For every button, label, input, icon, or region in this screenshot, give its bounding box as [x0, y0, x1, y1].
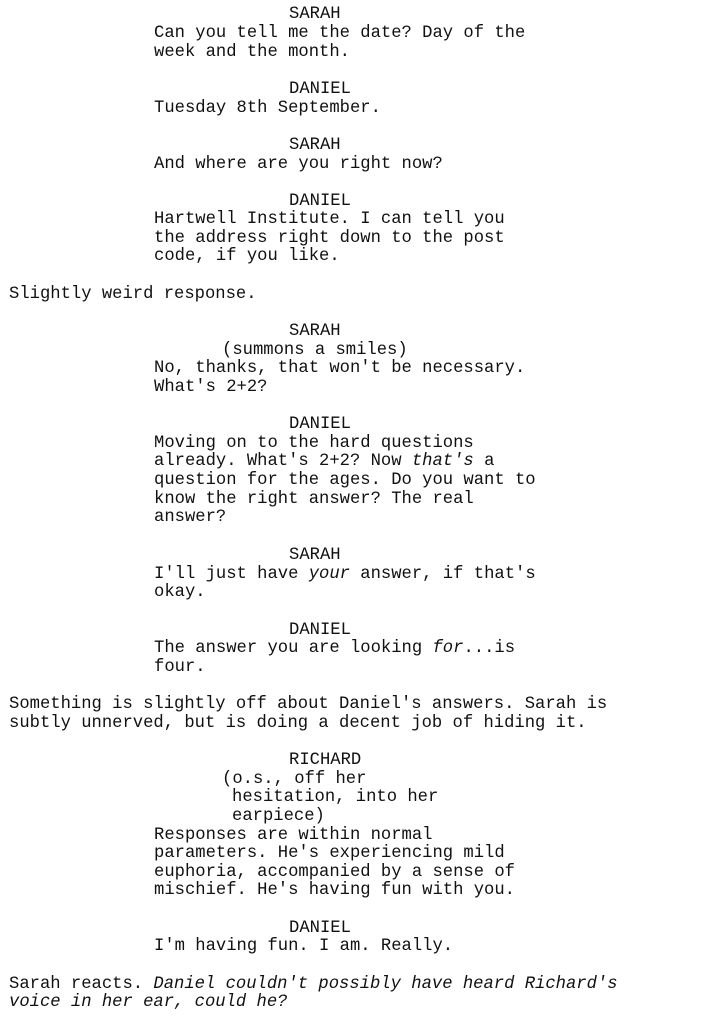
emphasis-text: Daniel couldn't possibly have heard Richard's [153, 975, 618, 994]
dialogue-line: mischief. He's having fun with you. [154, 881, 515, 900]
dialogue-line: answer? [154, 508, 227, 527]
dialogue-line: Responses are within normal [154, 826, 433, 845]
dialogue-text: a [473, 452, 495, 471]
dialogue-text: I'll just have [154, 565, 309, 584]
character-cue: SARAH [289, 5, 341, 24]
dialogue-line: parameters. He's experiencing mild [154, 844, 505, 863]
dialogue-text: answer, if that's [349, 565, 536, 584]
character-cue: DANIEL [289, 415, 351, 434]
emphasis-text: for [432, 639, 464, 658]
character-cue: SARAH [289, 136, 341, 155]
action-line [9, 976, 618, 995]
dialogue-line: No, thanks, that won't be necessary. [154, 359, 526, 378]
character-cue: DANIEL [289, 621, 351, 640]
dialogue-line: the address right down to the post [154, 229, 505, 248]
dialogue-line: Moving on to the hard questions [154, 434, 474, 453]
action-line [9, 994, 287, 1013]
character-cue: DANIEL [289, 80, 351, 99]
dialogue-line: know the right answer? The real [154, 490, 474, 509]
parenthetical: hesitation, into her [232, 788, 439, 807]
dialogue-text: ...is [463, 639, 516, 658]
dialogue-text: already. What's 2+2? Now [154, 452, 412, 471]
character-cue: DANIEL [289, 192, 351, 211]
dialogue-line: I'm having fun. I am. Really. [154, 937, 454, 956]
dialogue-text: The answer you are looking [154, 639, 433, 658]
emphasis-text: your [308, 565, 350, 584]
action-text: Sarah reacts. [9, 975, 154, 994]
dialogue-line [154, 566, 536, 585]
action-line: Slightly weird response. [9, 285, 257, 304]
dialogue-line: week and the month. [154, 43, 350, 62]
character-cue: SARAH [289, 546, 341, 565]
parenthetical: (o.s., off her [222, 770, 367, 789]
parenthetical: earpiece) [232, 807, 325, 826]
dialogue-line: And where are you right now? [154, 155, 443, 174]
character-cue: RICHARD [289, 751, 362, 770]
emphasis-text: that's [411, 452, 474, 471]
dialogue-line [154, 453, 494, 472]
action-line: subtly unnerved, but is doing a decent job of hiding it. [9, 714, 587, 733]
emphasis-text: voice in her ear, could he? [9, 993, 288, 1012]
dialogue-line: Tuesday 8th September. [154, 99, 381, 118]
dialogue-line [154, 640, 515, 659]
dialogue-line: code, if you like. [154, 247, 340, 266]
dialogue-line: four. [154, 658, 206, 677]
character-cue: SARAH [289, 322, 341, 341]
dialogue-line: euphoria, accompanied by a sense of [154, 863, 515, 882]
dialogue-line: Can you tell me the date? Day of the [154, 24, 526, 43]
parenthetical: (summons a smiles) [222, 341, 408, 360]
action-line: Something is slightly off about Daniel's answers. Sarah is [9, 695, 608, 714]
dialogue-line: okay. [154, 583, 206, 602]
dialogue-line: Hartwell Institute. I can tell you [154, 210, 505, 229]
dialogue-line: question for the ages. Do you want to [154, 471, 536, 490]
character-cue: DANIEL [289, 919, 351, 938]
dialogue-line: What's 2+2? [154, 378, 268, 397]
